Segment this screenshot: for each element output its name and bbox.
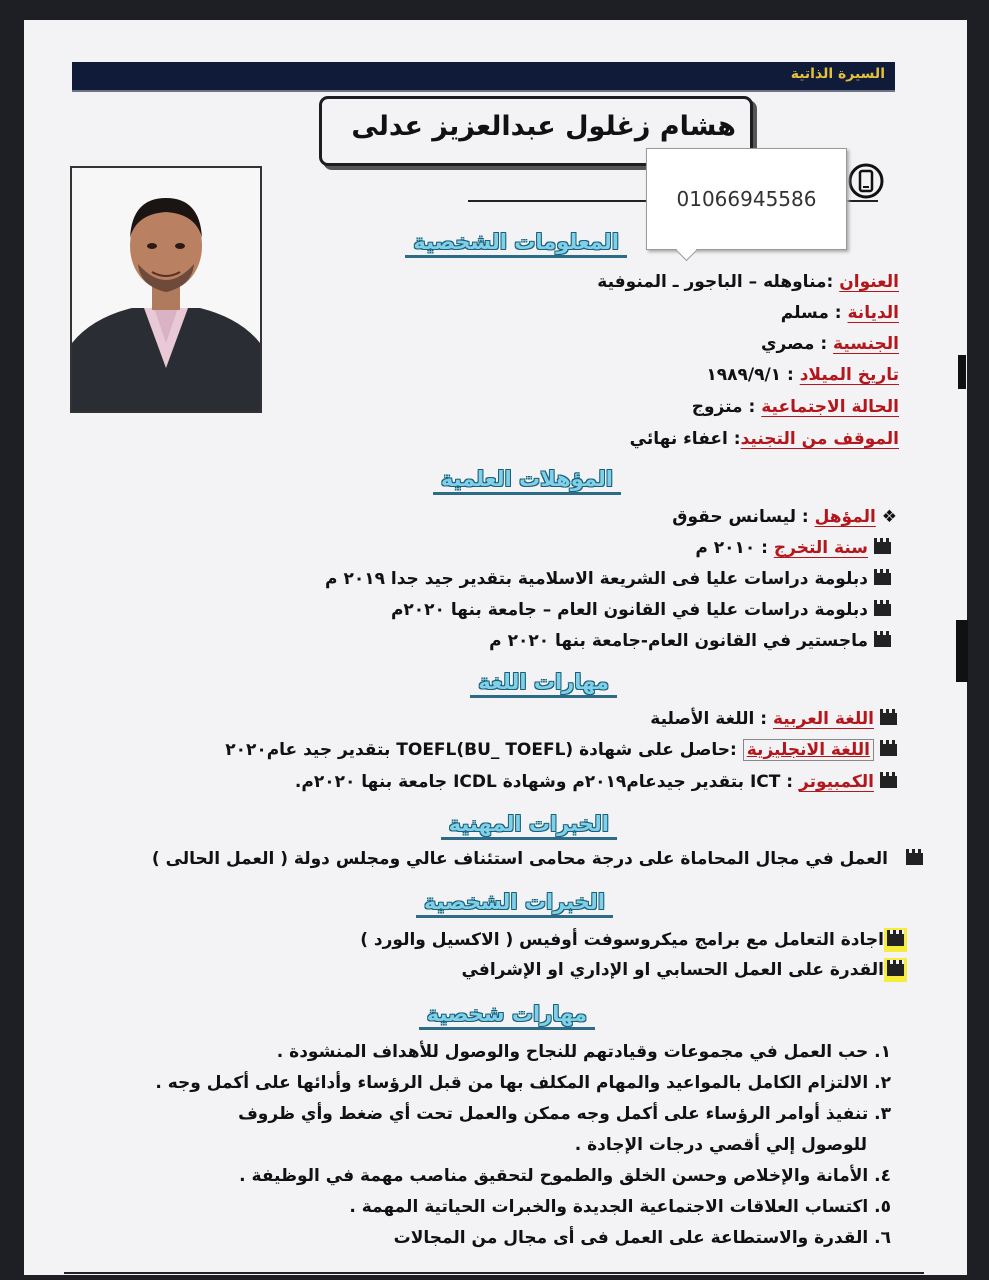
personal-info-label: الموقف من التجنيد [740,429,899,449]
edge-mark [958,355,966,389]
highlight-marker [884,958,907,982]
diamond-bullet-icon: ❖ [875,507,897,527]
skill-item: ٣. تنفيذ أوامر الرؤساء على أكمل وجه ممكن والعمل تحت أي ضغط وأي ظروف [238,1104,891,1124]
top-bar [72,62,895,92]
clapper-bullet-icon [880,713,897,725]
phone-icon [847,162,885,200]
clapper-bullet-icon [880,744,897,756]
personal-info-value: : اعفاء نهائي [629,429,741,449]
highlight-marker [884,928,907,952]
skill-item: ٤. الأمانة والإخلاص وحسن الخلق والطموح لتحقيق مناصب مهمة في الوظيفة . [239,1166,891,1186]
personal-info-value: : مسلم [780,303,848,323]
personal-info-value: : متزوج [691,397,762,417]
education-item: ماجستير في القانون العام-جامعة بنها ٢٠٢٠ م [489,631,891,651]
personal-info-row [761,334,899,354]
personal-info-row [597,272,899,292]
grad-value: : ٢٠١٠ م [695,538,774,558]
clapper-bullet-icon [874,635,891,647]
skill-item: ٢. الالتزام الكامل بالمواعيد والمهام المكلف بها من قبل الرؤساء وأدائها على أكمل وجه . [155,1073,891,1093]
skill-item: ١. حب العمل في مجموعات وقيادتهم للنجاح والوصول للأهداف المنشودة . [276,1042,891,1062]
heading-personal-info: المعلومات الشخصية [413,230,619,254]
personal-info-label: العنوان [839,272,899,292]
language-label: اللغة الانجليزية [743,739,874,761]
person-illustration [72,168,260,411]
personal-info-row [781,303,899,323]
personal-info-label: الحالة الاجتماعية [761,397,899,417]
personal-info-row [706,365,899,385]
education-item: دبلومة دراسات عليا فى الشريعة الاسلامية بتقدير جيد جدا ٢٠١٩ م [325,569,891,589]
personal-info-value: : مصري [760,334,834,354]
profile-photo [70,166,262,413]
full-name: هشام زغلول عبدالعزيز عدلى [351,111,736,142]
skill-item-continued: للوصول إلي أقصي درجات الإجادة . [574,1135,867,1155]
experience-item: العمل في مجال المحاماة على درجة محامى استئناف عالي ومجلس دولة ( العمل الحالى ) [152,849,923,869]
heading-languages: مهارات اللغة [478,670,609,694]
personal-info-label: الجنسية [833,334,899,354]
phone-callout [646,148,847,250]
clapper-bullet-icon [887,964,904,976]
personal-info-row [692,397,899,417]
phone-number: 01066945586 [676,187,817,211]
clapper-bullet-icon [874,542,891,554]
heading-education: المؤهلات العلمية [440,467,613,491]
clapper-bullet-icon [874,573,891,585]
personal-info-label: تاريخ الميلاد [799,365,899,385]
language-row: الكمبيوتر : ICT بتقدير جيدعام٢٠١٩م وشهادة ICDL جامعة بنها ٢٠٢٠م. [295,772,897,792]
language-row: اللغة العربية : اللغة الأصلية [650,709,897,729]
degree-row [672,507,897,527]
grad-row [695,538,891,558]
degree-value: : ليسانس حقوق [672,507,815,527]
personal-info-value: :مناوهله – الباجور ـ المنوفية [597,272,840,292]
education-item: دبلومة دراسات عليا في القانون العام – جامعة بنها ٢٠٢٠م [391,600,891,620]
clapper-bullet-icon [906,853,923,865]
personal-experience-item: القدرة على العمل الحسابي او الإداري او الإشرافي [461,960,907,980]
personal-info-value: : ١٩٨٩/٩/١ [706,365,800,385]
language-row: اللغة الانجليزية :حاصل على شهادة TOEFL(BU_ TOEFL) بتقدير جيد عام٢٠٢٠ [225,740,897,760]
personal-info-row [630,429,899,449]
cv-label: السيرة الذاتية [790,66,885,82]
cv-page [24,20,967,1275]
heading-personal-experience: الخبرات الشخصية [423,890,605,914]
language-label: الكمبيوتر [799,772,874,792]
skill-item: ٥. اكتساب العلاقات الاجتماعية الجديدة والخبرات الحياتية المهمة . [349,1197,891,1217]
bottom-rule [64,1272,924,1274]
grad-label: سنة التخرج [773,538,868,558]
personal-experience-item: اجادة التعامل مع برامج ميكروسوفت أوفيس ( الاكسيل والورد ) [360,930,907,950]
edge-mark [956,620,968,682]
clapper-bullet-icon [887,934,904,946]
degree-label: المؤهل [814,507,876,527]
clapper-bullet-icon [880,776,897,788]
skill-item: ٦. القدرة والاستطاعة على العمل فى أى مجال من المجالات [393,1228,891,1248]
personal-info-label: الديانة [847,303,899,323]
heading-skills: مهارات شخصية [426,1002,587,1026]
language-label: اللغة العربية [773,709,874,729]
clapper-bullet-icon [874,604,891,616]
heading-experience: الخبرات المهنية [448,812,609,836]
